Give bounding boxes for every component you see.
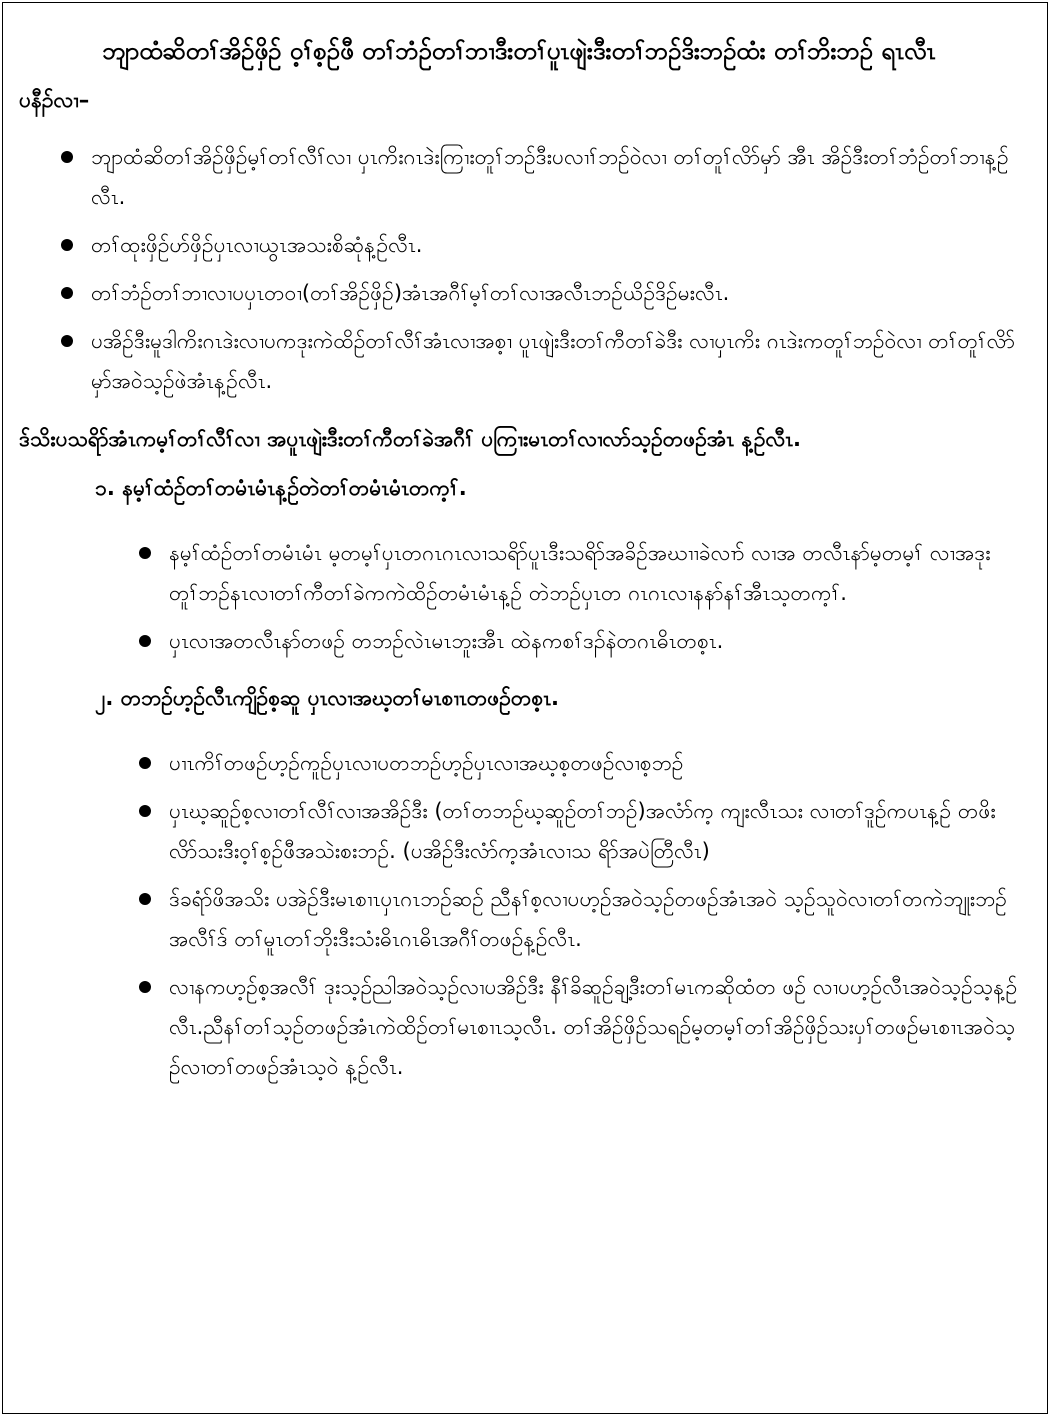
list-item [169, 621, 1019, 661]
list-item [169, 967, 1019, 1087]
document-page [2, 2, 1048, 1414]
bullet-icon [139, 757, 151, 769]
list-item [169, 791, 1019, 871]
summary-paragraph: ဒ်သိးပသရိာ်အံၤကမ့ၢ်တၢ်လီၢ်လၢ အပူၤဖျဲးဒီးတၢ်ကီတၢ်ခဲအဂီၢ် ပကြၢးမၤတၢ်လၢလာ်သ့ဉ်တဖဉ်အံၤ န့ဉ်လီၤ. [19, 427, 802, 451]
bullet-icon [61, 239, 73, 251]
page-title: ဘျာထံဆိတၢ်အိဉ်ဖှိဉ် ဝ့ၢ်စ့ဉ်ဖီ တၢ်ဘံဉ်တၢ်ဘၢဒီးတၢ်ပူၤဖျဲးဒီးတၢ်ဘဉ်ဒိးဘဉ်ထံး တၢ်ဘိးဘဉ် ရၤလီၤ [102, 37, 936, 65]
list-item-text: ပှၤဃ့ဆူဉ်စ့လၢတၢ်လီၢ်လၢအအိဉ်ဒီး (တၢ်တဘဉ်ဃ့ဆူဉ်တၢ်ဘဉ်)အလံာ်က့ ကျးလီၤသး လၢတၢ်ဒူဉ်ကပၤန့ဉ် တဖိးလိာ်သးဒီးဝ့ၢ်စ့ဉ်ဖီအသဲးစးဘဉ်. (ပအိဉ်ဒီးလံာ်က့အံၤလၢသ ရိာ်အပဲတြီလီၤ) [169, 799, 996, 863]
list-item [91, 321, 1019, 401]
bullet-icon [61, 151, 73, 163]
bullet-icon [61, 287, 73, 299]
bullet-icon [139, 981, 151, 993]
intro-bullet-list [19, 137, 1019, 401]
list-item-text: ပၢၤကိၢ်တဖဉ်ဟ့ဉ်ကူဉ်ပှၤလၢပတဘဉ်ဟ့ဉ်ပှၤလၢအဃ့စ့တဖဉ်လၢစ့ဘဉ် [169, 751, 684, 775]
list-item [169, 533, 1019, 613]
list-item [91, 137, 1019, 217]
section-1-bullet-list [19, 533, 1019, 661]
section-heading-2: ၂. တဘဉ်ဟ့ဉ်လီၤကျိဉ်စ့ဆူ ပှၤလၢအဃ့တၢ်မၤစၢၤတဖဉ်တစ့ၤ. [95, 686, 559, 710]
list-item-text: တၢ်ထုးဖှိဉ်ဟ်ဖှိဉ်ပှၤလၢယွၤအသးစိဆုံန့ဉ်လီၤ. [91, 233, 423, 257]
list-item [169, 879, 1019, 959]
section-2-bullet-list [19, 743, 1019, 1087]
list-item-text: ဘျာထံဆိတၢ်အိဉ်ဖှိဉ်မ့ၢ်တၢ်လီၢ်လၢ ပှၤကိးဂၤဒဲးကြၢးတူၢ်ဘဉ်ဒီးပလၢၢ်ဘဉ်ဝဲလၢ တၢ်တူၢ်လိာ်မှာ် အီၤ အိဉ်ဒီးတၢ်ဘံဉ်တၢ်ဘၢန့ဉ်လီၤ. [91, 145, 1009, 209]
bullet-icon [61, 335, 73, 347]
list-item-text: လၢနကဟ့ဉ်စ့အလီၢ် ဒုးသ့ဉ်ညါအဝဲသ့ဉ်လၢပအိဉ်ဒီး နီၢ်ခိဆူဉ်ချ့ဒီးတၢ်မၤကဆိုထံတ ဖဉ် လၢပဟ့ဉ်လီၤအဝဲသ့ဉ်သ့န့ဉ်လီၤ.ညီနၢ်တၢ်သ့ဉ်တဖဉ်အံၤကဲထိဉ်တၢ်မၤစၢၤသ့လီၤ. တၢ်အိဉ်ဖှိဉ်သရဉ်မ့တမ့ၢ်တၢ်အိဉ်ဖှိဉ်သးပှၢ်တဖဉ်မၤစၢၤအဝဲသ့ဉ်လၢတၢ်တဖဉ်အံၤသ့ဝဲ န့ဉ်လီၤ. [169, 975, 1018, 1079]
bullet-icon [139, 805, 151, 817]
list-item-text: တၢ်ဘံဉ်တၢ်ဘၢလၢပပှၤတဝၢ(တၢ်အိဉ်ဖှိဉ်)အံၤအဂီၢ်မ့ၢ်တၢ်လၢအလီၤဘဉ်ယိဉ်ဒိဉ်မးလီၤ. [91, 281, 730, 305]
bullet-icon [139, 547, 151, 559]
list-item-text: ပှၤလၢအတလီၤနာ်တဖဉ် တဘဉ်လဲၤမၤဘူးအီၤ ထဲနကစၢ်ဒၣ်နဲတဂၤဓိၤတစ့ၤ. [169, 629, 724, 653]
section-heading-1: ၁. နမ့ၢ်ထံဉ်တၢ်တမံၤမံၤန့ဉ်တဲတၢ်တမံၤမံၤတက့ၢ်. [95, 476, 467, 500]
list-item [91, 225, 1019, 265]
bullet-icon [139, 635, 151, 647]
list-item-text: ပအိဉ်ဒီးမူဒါကိးဂၤဒဲးလၢပကဒုးကဲထိဉ်တၢ်လီၢ်အံၤလၢအစ့ၢ ပူၤဖျဲးဒီးတၢ်ကီတၢ်ခဲဒီး လၢပှၤကိး ဂၤဒဲးကတူၢ်ဘဉ်ဝဲလၢ တၢ်တူၢ်လိာ်မှာ်အဝဲသ့ဉ်ဖဲအံၤန့ဉ်လီၤ. [91, 329, 1015, 393]
bullet-icon [139, 893, 151, 905]
list-item-text: နမ့ၢ်ထံဉ်တၢ်တမံၤမံၤ မ့တမ့ၢ်ပှၤတဂၤဂၤလၢသရိာ်ပူၤဒီးသရိာ်အခိဉ်အဃၢၢခဲလၢာ် လၢအ တလီၤနာ်မ့တမ့ၢ် လၢအဒုးတူၢ်ဘဉ်နၤလၢတၢ်ကီတၢ်ခဲကကဲထိဉ်တမံၤမံၤန့ဉ် တဲဘဉ်ပှၤတ ဂၤဂၤလၢနနာ်နၢ်အီၤသ့တက့ၢ်. [169, 541, 991, 605]
note-label: ပနီၣ်လၢ– [19, 88, 90, 112]
list-item [91, 273, 1019, 313]
list-item [169, 743, 1019, 783]
list-item-text: ဒ်ခရံာ်ဖိအသိး ပအဲဉ်ဒီးမၤစၢၤပှၤဂၤဘဉ်ဆဉ် ညီနၢ်စ့လၢပဟ့ဉ်အဝဲသ့ဉ်တဖဉ်အံၤအဝဲ သ့ဉ်သူဝဲလၢတၢ်တကဲဘျုးဘဉ်အလီၢ်ဒ် တၢ်မူၤတၢ်ဘိုးဒီးသံးဓိၤဂၤဓိၤအဂီၢ်တဖဉ်န့ဉ်လီၤ. [169, 887, 1007, 951]
